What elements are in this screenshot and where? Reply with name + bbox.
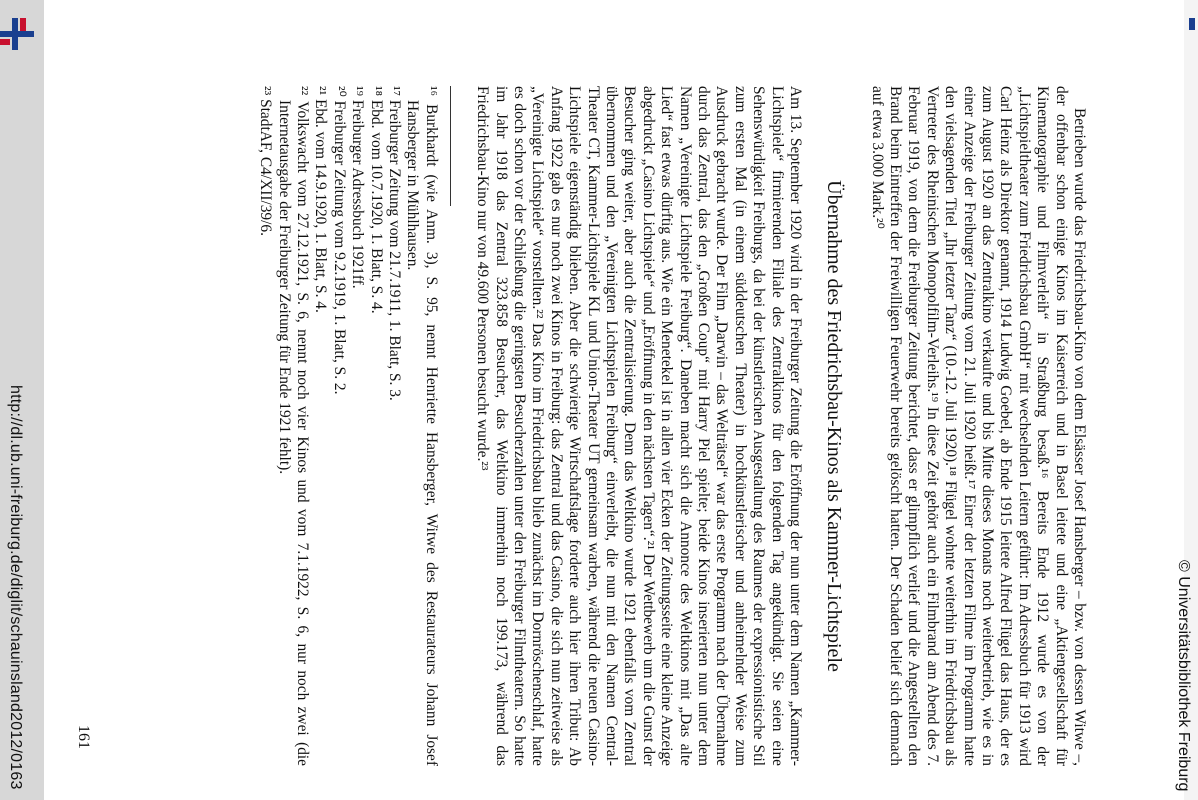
edge-mark [1189, 18, 1195, 30]
footnote: ²⁰ Freiburger Zeitung vom 9.2.1919, 1. Blatt, S. 2. [330, 86, 348, 395]
source-url: http://dl.ub.uni-freiburg.de/diglit/schauinsland2012/0163 [7, 385, 24, 790]
body-paragraph: Am 13. September 1920 wird in der Freiburger Zeitung die Eröffnung der nun unter dem Namen „Kammer-Lichtspiele“ firmierenden Filiale des Zentralkinos für den folgenden Tag angekündigt. Sie seien eine Sehenswürdigkeit Freiburgs, da bei der künstlerischen Ausgestaltung des Raumes der expressionistische Stil zum ersten Mal (in einem süddeutschen Theater) in hochkünstlerischer und anheimelnder Weise zum Ausdruck gebracht wurde. Der Film „Darwin – das Welträtsel“ war das erste Programm nach der Übernahme durch das Zentral, das den „Großen Coup“ mit Harry Piel spielte; beide Kinos inserierten nun unter dem Namen „Vereinigte Lichtspiele Freiburg“. Daneben macht sich die Annonce des Weltkinos mit „Das alte Lied“ fast etwas dürftig aus. Wie ein Menetekel ist in allen vier Ecken der Zeitungsseite eine kleine Anzeige abgedruckt „Casino Lichtspiele“ und „Eröffnung in den nächsten Tagen“.²¹ Der Wettbewerb um die Gunst der Besucher ging weiter, aber auch die Zentralisierung. Denn das Weltkino wurde 1921 ebenfalls vom Zentral übernommen und den „Vereinigten Lichtspielen Freiburg“ einverleibt, die nun mit den Namen Central-Theater CT, Kammer-Lichtspiele KL und Union-Theater UT gemeinsam warben, während die neuen Casino-Lichtspiele eigenständig blieben. Aber die schwierige Wirtschaftslage forderte auch hier ihren Tribut: Ab Anfang 1922 gab es nur noch zwei Kinos in Freiburg: das Zentral und das Casino, die sich nun zeitweise als „Vereinigte Lichtspiele“ vorstellten.²² Das Kino im Friedrichsbau blieb zunächst im Dornröschenschlaf, hatte es doch schon vor der Schließung die geringsten Besucherzahlen unter den Freiburger Filmtheatern. So hatte im Jahr 1918 das Zentral 323.858 Besucher, das Weltkino immerhin noch 199.173, während das Friedrichsbau-Kino nur von 49.600 Personen besucht wurde.²³ [474, 86, 805, 766]
footnote: ²³ StadtAF, C4/XII/39/6. [257, 86, 275, 236]
footnote: ²² Volkswacht vom 27.12.1921, S. 6, nennt noch vier Kinos und vom 7.1.1922, S. 6, nur noch zwei (die Internetausgabe der Freiburger Zeitung für Ende 1921 fehlt). [275, 86, 311, 766]
footnote: ¹⁹ Freiburger Adressbuch 1921ff. [349, 86, 367, 289]
footnote: ¹⁶ Burkhardt (wie Anm. 3), S. 95, nennt Henriette Hansberger, Witwe des Restaurateurs Johann Josef Hansberger in Mühlhausen. [404, 86, 440, 766]
body-paragraph: Betrieben wurde das Friedrichsbau-Kino von dem Elsässer Josef Hansberger – bzw. von dessen Witwe –, der offenbar schon einige Kinos im Kaiserreich und in Basel leitete und eine „Aktiengesellschaft für Kinematographie und Filmverleih“ in Straßburg besaß.¹⁶ Bereits Ende 1912 wurde es von der „Lichtspieltheater zum Friedrichsbau GmbH“ mit wechselnden Leitern geführt: Im Adressbuch für 1913 wird Carl Heinz als Direktor genannt, 1914 Ludwig Goebel, ab Ende 1915 leitete Alfred Flügel das Haus, der es zum August 1920 an das Zentralkino verkaufte und bis Mitte dieses Monats noch weiterbetrieb, wie es in einer Anzeige der Freiburger Zeitung vom 21. Juli 1920 heißt.¹⁷ Einer der letzten Filme im Programm hatte den vielsagenden Titel „Ihr letzter Tanz“ (10.-12. Juli 1920).¹⁸ Flügel wohnte weiterhin im Friedrichsbau als Vertreter des Rheinischen Monopolfilm-Verleihs.¹⁹ In diese Zeit gehört auch ein Filmbrand am Abend des 7. Februar 1919, von dem die Freiburger Zeitung berichtet, dass er glimpflich verlief und die Angestellten den Brand beim Eintreffen der Freiwilligen Feuerwehr bereits gelöscht hatten. Der Schaden belief sich demnach auf etwa 3.000 Mark.²⁰ [868, 86, 1088, 766]
copyright-notice: © Universitätsbibliothek Freiburg [1175, 560, 1192, 792]
footnote: ¹⁸ Ebd. vom 10.7.1920, 1. Blatt, S. 4. [367, 86, 385, 314]
rotated-page [256, 86, 1088, 766]
section-heading: Übernahme des Friedrichsbau-Kinos als Kammer-Lichtspiele [823, 180, 846, 672]
library-logo-icon [0, 18, 34, 50]
page-number: 161 [75, 725, 92, 749]
footnote: ¹⁷ Freiburger Zeitung vom 21.7.1911, 1. Blatt, S. 3. [386, 86, 403, 401]
footnote-divider [450, 86, 451, 206]
footnote: ²¹ Ebd. vom 14.9.1920, 1. Blatt, S. 4. [312, 86, 330, 313]
